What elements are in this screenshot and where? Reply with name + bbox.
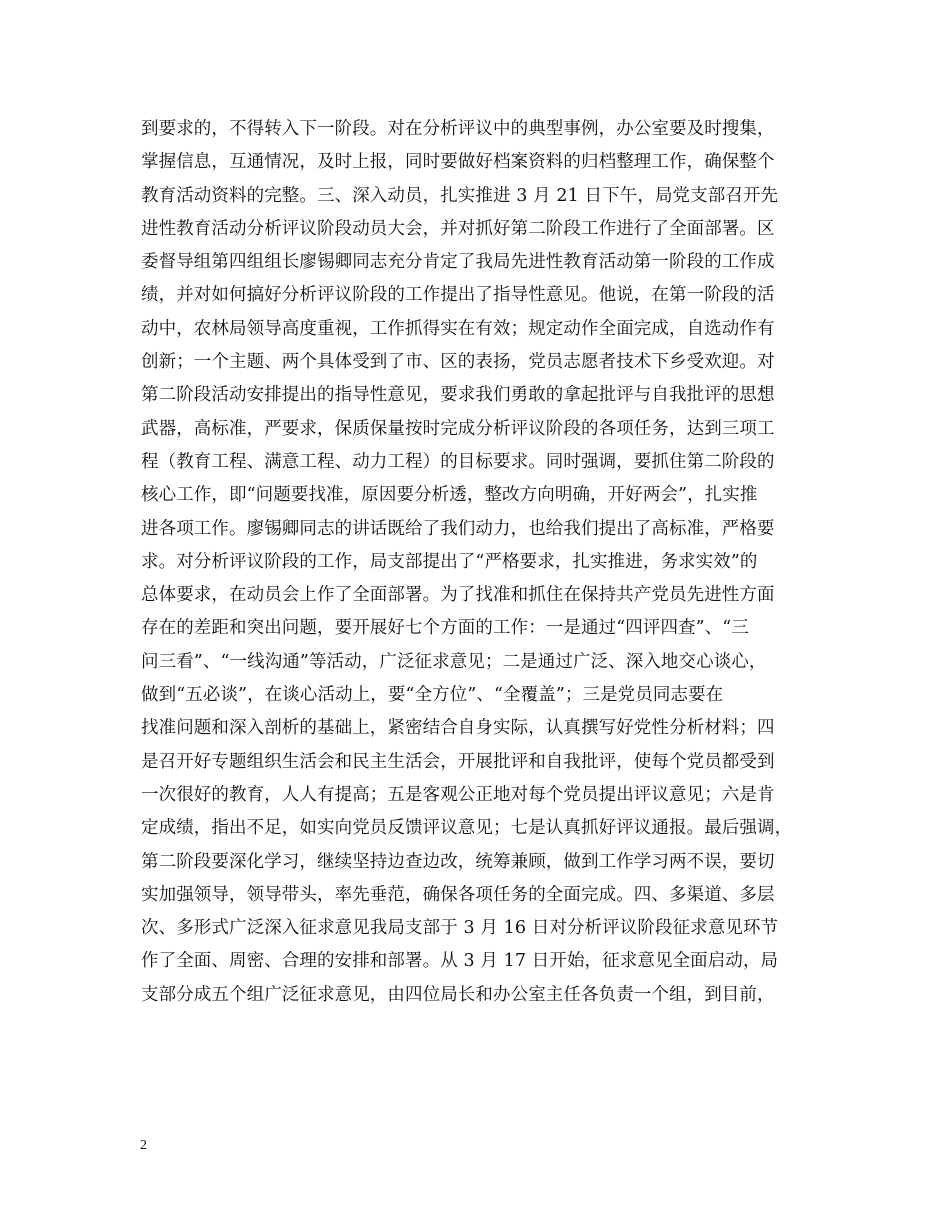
text-line: 程（教育工程、满意工程、动力工程）的目标要求。同时强调，要抓住第二阶段的 (141, 451, 775, 472)
text-line: 核心工作，即“问题要找准，原因要分析透，整改方向明确，开好两会”，扎实推 (141, 485, 758, 506)
text-line: 进性教育活动分析评议阶段动员大会，并对抓好第二阶段工作进行了全面部署。区 (141, 218, 775, 239)
text-line: 问三看”、“一线沟通”等活动，广泛征求意见；二是通过广泛、深入地交心谈心， (141, 651, 767, 672)
text-line: 第二阶段活动安排提出的指导性意见，要求我们勇敢的拿起批评与自我批评的思想 (141, 385, 775, 406)
text-line: 找准问题和深入剖析的基础上，紧密结合自身实际，认真撰写好党性分析材料；四 (141, 718, 775, 739)
text-line: 第二阶段要深化学习，继续坚持边查边改，统筹兼顾，做到工作学习两不误，要切 (141, 851, 775, 872)
text-line: 求。对分析评议阶段的工作，局支部提出了“严格要求，扎实推进，务求实效”的 (141, 551, 758, 572)
text-line: 实加强领导，领导带头，率先垂范，确保各项任务的全面完成。四、多渠道、多层 (141, 884, 775, 905)
text-line: 动中，农林局领导高度重视，工作抓得实在有效；规定动作全面完成，自选动作有 (141, 318, 775, 339)
text-line: 教育活动资料的完整。三、深入动员，扎实推进 3 月 21 日下午，局党支部召开先 (141, 185, 779, 206)
text-line: 掌握信息，互通情况，及时上报，同时要做好档案资料的归档整理工作，确保整个 (141, 152, 775, 173)
text-line: 做到“五必谈”，在谈心活动上，要“全方位”、“全覆盖”；三是党员同志要在 (141, 685, 724, 706)
text-line: 到要求的，不得转入下一阶段。对在分析评议中的典型事例，办公室要及时搜集， (141, 119, 775, 139)
text-line: 作了全面、周密、合理的安排和部署。从 3 月 17 日开始，征求意见全面启动，局 (141, 951, 779, 972)
text-line: 支部分成五个组广泛征求意见，由四位局长和办公室主任各负责一个组，到目前， (141, 984, 775, 1005)
text-line: 存在的差距和突出问题，要开展好七个方面的工作：一是通过“四评四查”、“三 (141, 618, 749, 639)
text-line: 创新；一个主题、两个具体受到了市、区的表扬，党员志愿者技术下乡受欢迎。对 (141, 352, 775, 373)
text-line: 总体要求，在动员会上作了全面部署。为了找准和抓住在保持共产党员先进性方面 (141, 585, 775, 606)
text-line: 委督导组第四组组长廖锡卿同志充分肯定了我局先进性教育活动第一阶段的工作成 (141, 252, 775, 273)
text-line: 武器，高标准，严要求，保质保量按时完成分析评议阶段的各项任务，达到三项工 (141, 418, 775, 439)
text-line: 一次很好的教育，人人有提高；五是客观公正地对每个党员提出评议意见；六是肯 (141, 784, 775, 805)
text-line: 是召开好专题组织生活会和民主生活会，开展批评和自我批评，使每个党员都受到 (141, 751, 775, 772)
text-line: 绩，并对如何搞好分析评议阶段的工作提出了指导性意见。他说，在第一阶段的活 (141, 285, 775, 306)
page-number: 2 (140, 1138, 147, 1153)
body-text (141, 113, 821, 1012)
text-line: 定成绩，指出不足，如实向党员反馈评议意见；七是认真抓好评议通报。最后强调， (141, 818, 793, 839)
text-line: 次、多形式广泛深入征求意见我局支部于 3 月 16 日对分析评议阶段征求意见环节 (141, 918, 779, 939)
text-line: 进各项工作。廖锡卿同志的讲话既给了我们动力，也给我们提出了高标准，严格要 (141, 518, 775, 539)
